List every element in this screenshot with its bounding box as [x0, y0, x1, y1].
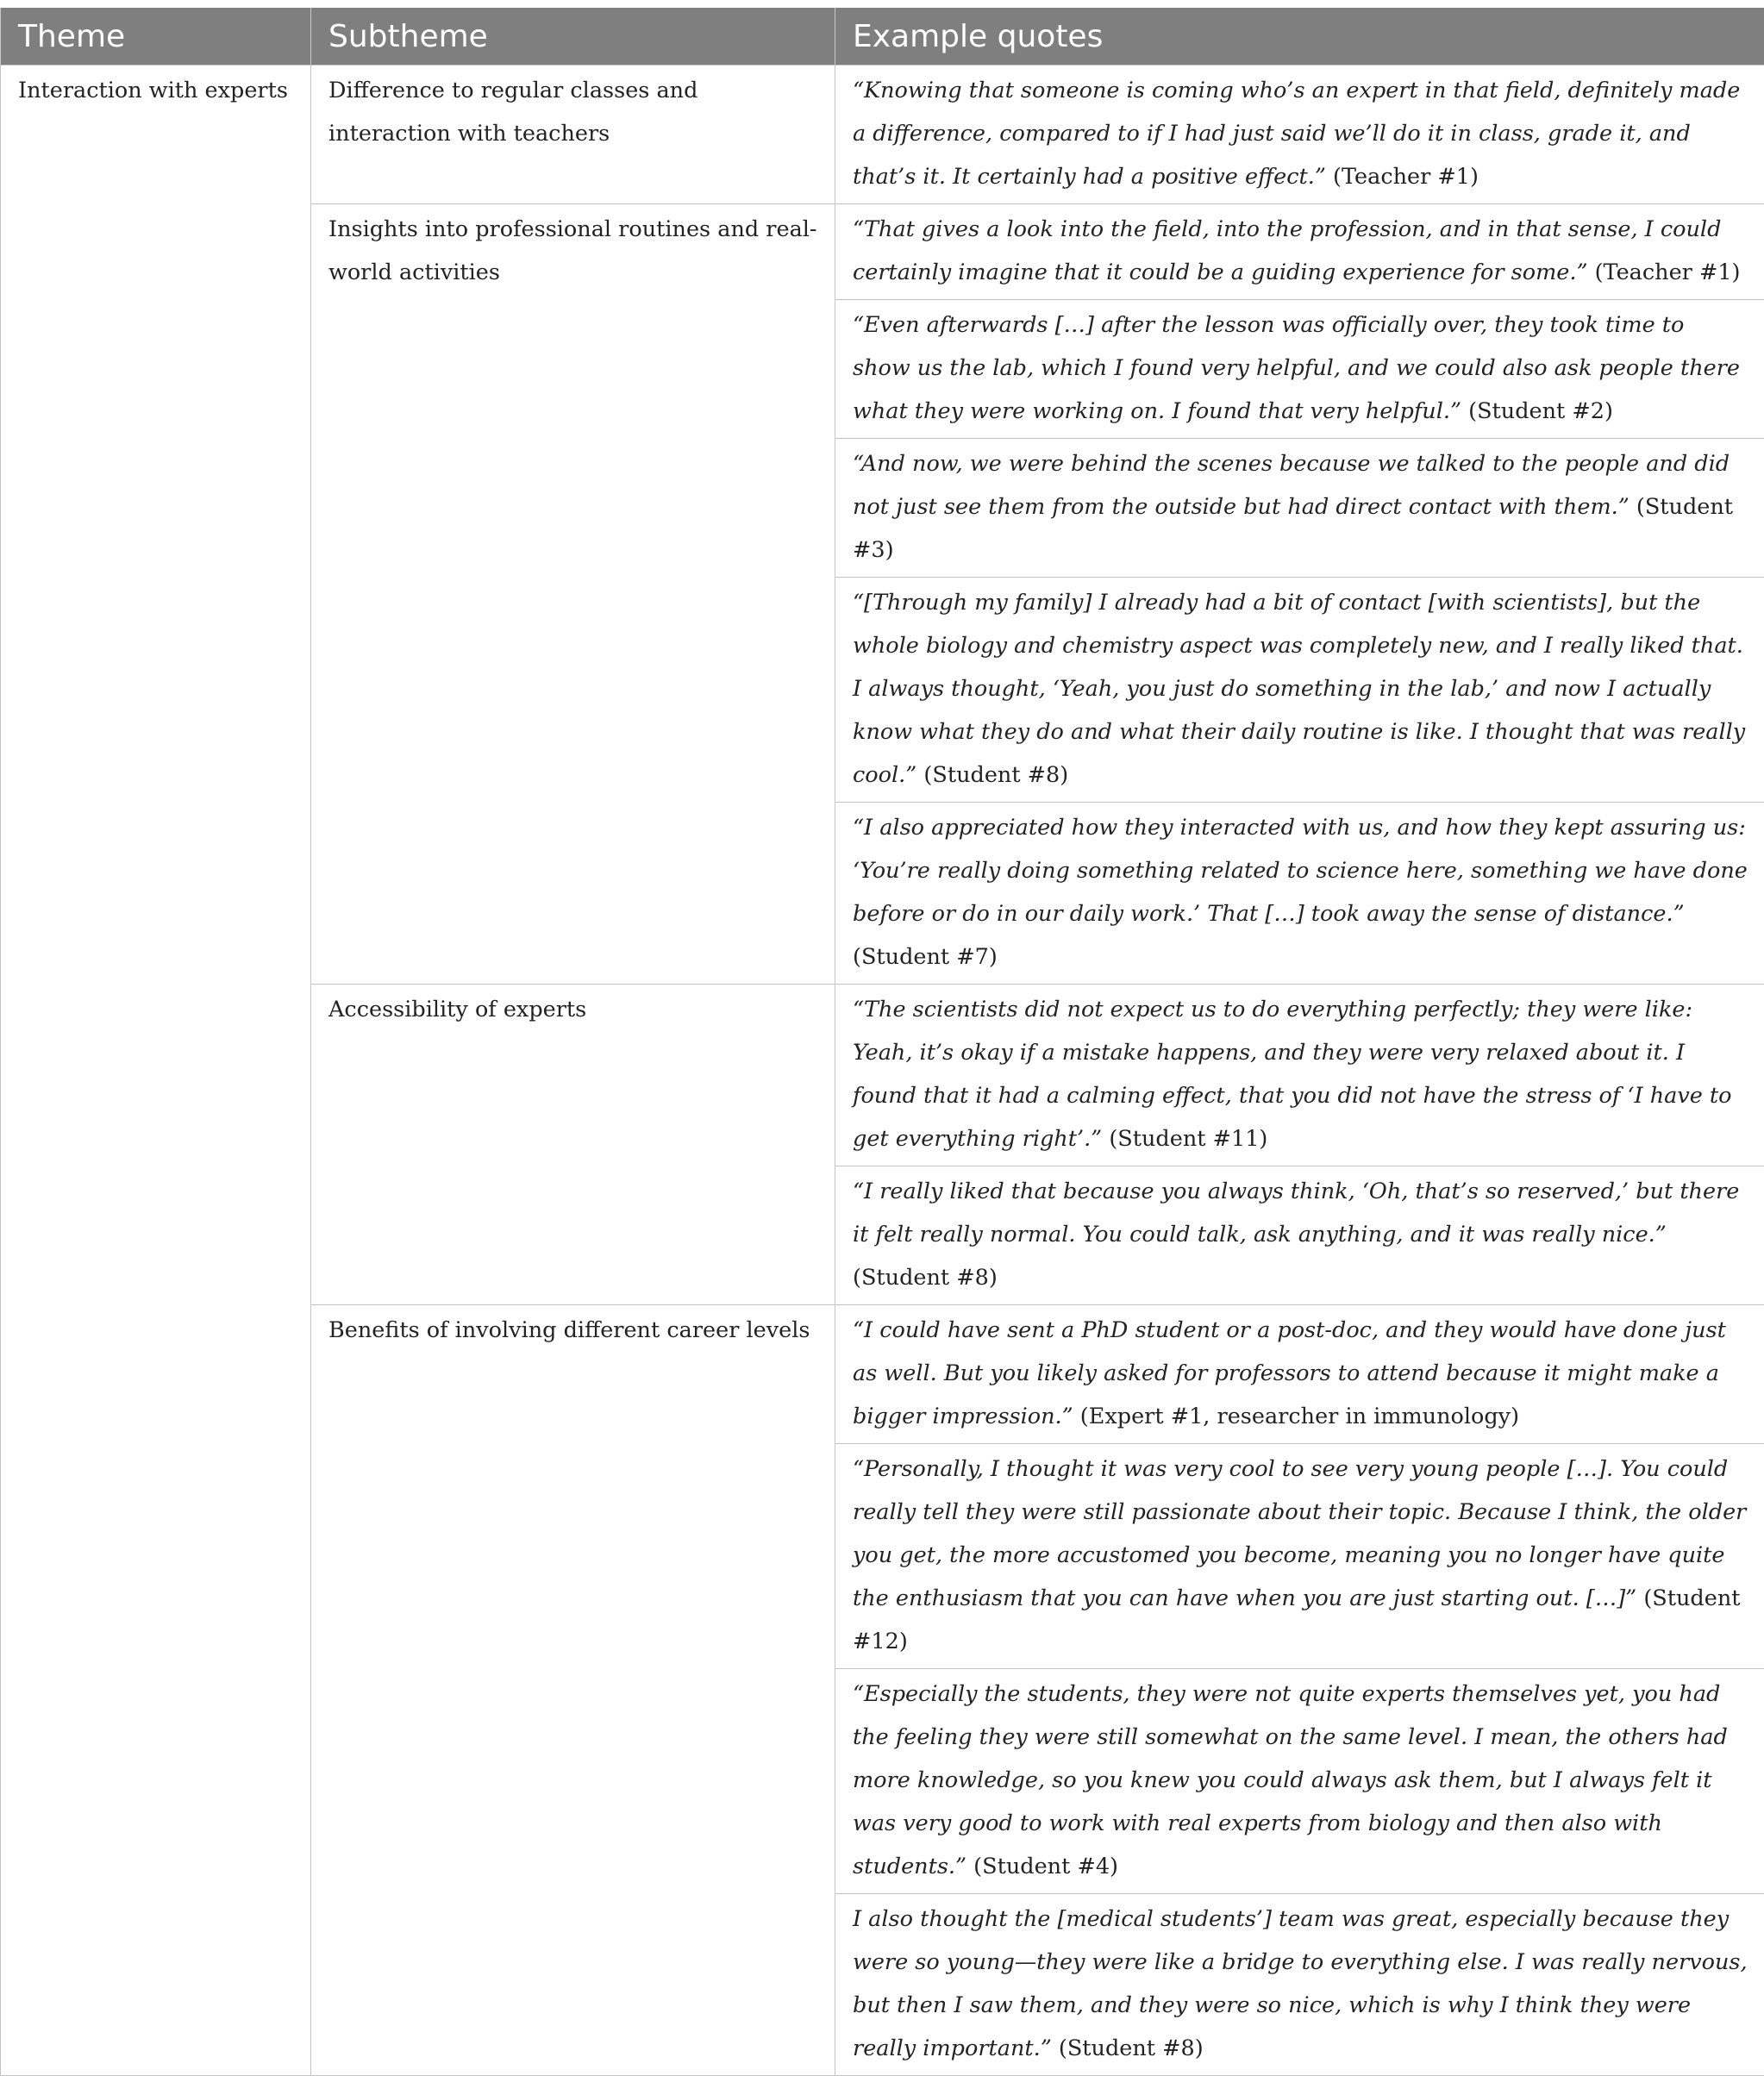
quote-text: “Personally, I thought it was very cool to see very young people […]. You could really tell they were still passionate about their topic. Because I think, the older you get, the more accustomed you become, meaning you no longer have quite the enthusiasm that you can have when you are just starting out. […]” [853, 1456, 1746, 1611]
table-header [1, 8, 1764, 66]
quote-cell [835, 66, 1764, 204]
quote-cell [835, 803, 1764, 985]
quote-text: “Especially the students, they were not quite experts themselves yet, you had the feeling they were still somewhat on the same level. I mean, the others had more knowledge, so you knew you could always ask them, but I always felt it was very good to work with real experts from biology and then also with students.” [853, 1681, 1728, 1879]
quote-attribution: (Expert #1, researcher in immunology) [1073, 1404, 1519, 1429]
table-body [1, 66, 1764, 2076]
theme-cell: Interaction with experts [1, 66, 311, 2076]
quote-text: “Even afterwards […] after the lesson was officially over, they took time to show us the lab, which I found very helpful, and we could also ask people there what they were working on. I found that very helpful.” [853, 312, 1740, 424]
quotes-table-container [0, 8, 1764, 2076]
quote-text: “The scientists did not expect us to do everything perfectly; they were like: Yeah, it’s okay if a mistake happens, and they were very relaxed about it. I found that it had a calming effect, that you did not have the stress of ‘I have to get everything right’.” [853, 997, 1732, 1152]
quote-cell [835, 1305, 1764, 1444]
quote-text: “Knowing that someone is coming who’s an expert in that field, definitely made a difference, compared to if I had just said we’ll do it in class, grade it, and that’s it. It certainly had a positive effect.” [853, 78, 1740, 190]
quote-attribution: (Student #4) [966, 1854, 1118, 1879]
quote-attribution: (Student #8) [1052, 2035, 1204, 2061]
subtheme-cell: Benefits of involving different career levels [311, 1305, 835, 2076]
quote-attribution: (Student #12) [853, 1585, 1741, 1654]
quote-cell [835, 578, 1764, 803]
quote-cell [835, 1166, 1764, 1305]
header-theme: Theme [1, 8, 311, 66]
header-subtheme: Subtheme [311, 8, 835, 66]
table-row [1, 66, 1764, 204]
quote-attribution: (Teacher #1) [1326, 164, 1479, 190]
quote-attribution: (Student #3) [853, 494, 1733, 563]
quote-attribution: (Student #8) [853, 1265, 998, 1291]
quote-attribution: (Teacher #1) [1588, 260, 1741, 285]
header-row [1, 8, 1764, 66]
quote-text: “I also appreciated how they interacted with us, and how they kept assuring us: ‘You’re really doing something related to science here, something we have done before or do in our daily work.’ That […] took away the sense of distance.” [853, 815, 1748, 927]
subtheme-cell: Difference to regular classes and interaction with teachers [311, 66, 835, 204]
quote-cell [835, 1444, 1764, 1669]
quote-attribution: (Student #7) [853, 944, 998, 970]
quote-text: “I really liked that because you always think, ‘Oh, that’s so reserved,’ but there it felt really normal. You could talk, ask anything, and it was really nice.” [853, 1179, 1739, 1247]
quote-text: “And now, we were behind the scenes because we talked to the people and did not just see them from the outside but had direct contact with them.” [853, 451, 1730, 520]
quote-cell [835, 300, 1764, 439]
quote-attribution: (Student #2) [1461, 398, 1613, 424]
quotes-table [0, 8, 1764, 2076]
quote-text: “That gives a look into the field, into the profession, and in that sense, I could certainly imagine that it could be a guiding experience for some.” [853, 216, 1721, 285]
quote-text: I also thought the [medical students’] team was great, especially because they were so young—they were like a bridge to everything else. I was really nervous, but then I saw them, and they were so nice, which is why I think they were really important.” [853, 1906, 1748, 2061]
quote-text: “[Through my family] I already had a bit of contact [with scientists], but the whole biology and chemistry aspect was completely new, and I really liked that. I always thought, ‘Yeah, you just do something in the lab,’ and now I actually know what they do and what their daily routine is like. I thought that was really cool.” [853, 590, 1745, 788]
header-example-quotes: Example quotes [835, 8, 1764, 66]
quote-cell [835, 204, 1764, 300]
quote-cell [835, 985, 1764, 1166]
quote-text: “I could have sent a PhD student or a post-doc, and they would have done just as well. But you likely asked for professors to attend because it might make a bigger impression.” [853, 1317, 1726, 1429]
quote-attribution: (Student #8) [916, 762, 1068, 788]
quote-cell [835, 439, 1764, 578]
quote-attribution: (Student #11) [1102, 1126, 1267, 1152]
subtheme-cell: Insights into professional routines and real-world activities [311, 204, 835, 985]
subtheme-cell: Accessibility of experts [311, 985, 835, 1305]
quote-cell [835, 1669, 1764, 1894]
quote-cell [835, 1894, 1764, 2076]
